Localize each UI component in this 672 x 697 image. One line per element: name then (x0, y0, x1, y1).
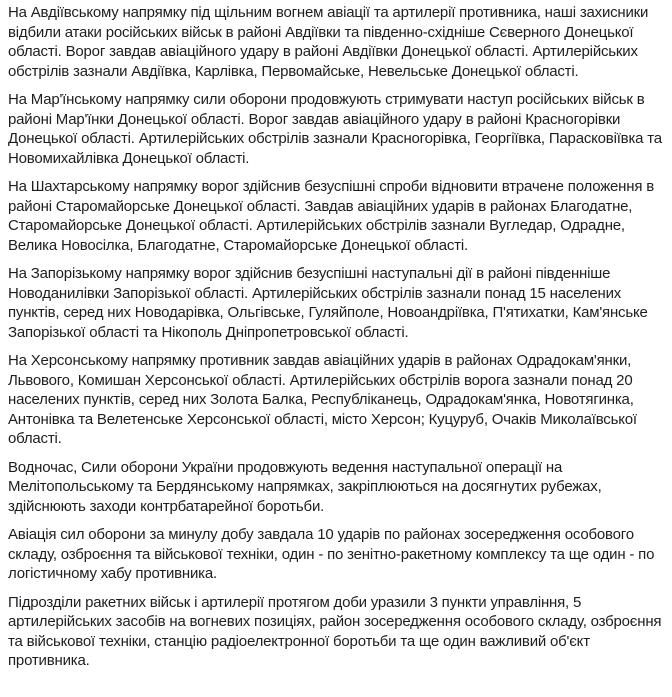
paragraph-missile-artillery-strikes: Підрозділи ракетних військ і артилерії протягом доби уразили 3 пункти управління, 5 артилерійських засобів на вогневих позиціях, район зосередження особового складу, озброєння та військової техніки, станцію радіоелектронної боротьби та ще один важливий об'єкт противника. (8, 593, 666, 669)
paragraph-zaporizhzhia-direction: На Запорізькому напрямку ворог здійснив безуспішні наступальні дії в районі південніше Новоданилівки Запорізької області. Артилерійських обстрілів зазнали понад 15 населених пунктів, серед них Новодарівка, Ольгівське, Гуляйполе, Новоандріївка, П'ятихатки, Кам'янське Запорізької області та Нікополь Дніпропетровської області. (8, 265, 652, 341)
paragraph-marinka-direction: На Мар'їнському напрямку сили оборони продовжують стримувати наступ російських військ в районі Мар'їнки Донецької області. Ворог завдав авіаційного удару в районі Красногорівки Донецької області. Артилерійських обстрілів зазнали Красногорівка, Георгіївка, Парасковіївка та Новомихайлівка Донецької області. (8, 91, 666, 167)
paragraph-offensive-operation: Водночас, Сили оборони України продовжують ведення наступальної операції на Мелітопольському та Бердянському напрямках, закріплюються на досягнутих рубежах, здійснюють заходи контрбатарейної боротьби. (8, 458, 606, 515)
paragraph-avdiivka-direction: На Авдіївському напрямку під щільним вогнем авіації та артилерії противника, наші захисники відбили атаки російських військ в районі Авдіївки та південно-східніше Сєверного Донецької області. Ворог завдав авіаційного удару в районі Авдіївки Донецької області. Артилерійських обстрілів зазнали Авдіївка, Карлівка, Первомайське, Невельське Донецької області. (8, 4, 657, 80)
paragraph-aviation-strikes: Авіація сил оборони за минулу добу завдала 10 ударів по районах зосередження особового складу, озброєння та військової техніки, один - по зенітно-ракетному комплексу та ще один - по логістичному хабу противника. (8, 526, 659, 582)
paragraph-shakhtarsk-direction: На Шахтарському напрямку ворог здійснив безуспішні спроби відновити втрачене положення в районі Старомайорське Донецької області. Завдав авіаційних ударів в районах Благодатне, Старомайорське Донецької області. Артилерійських обстрілів зазнали Вугледар, Одрадне, Велика Новосілка, Благодатне, Старомайорське Донецької області. (8, 178, 658, 254)
paragraph-kherson-direction: На Херсонському напрямку противник завдав авіаційних ударів в районах Одрадокам'янки, Львового, Комишан Херсонської області. Артилерійських обстрілів ворога зазнали понад 20 населених пунктів, серед них Золота Балка, Республіканець, Одрадокам'янка, Новотягинка, Антонівка та Велетенське Херсонської області, місто Херсон; Куцуруб, Очаків Миколаївської області. (8, 352, 641, 447)
